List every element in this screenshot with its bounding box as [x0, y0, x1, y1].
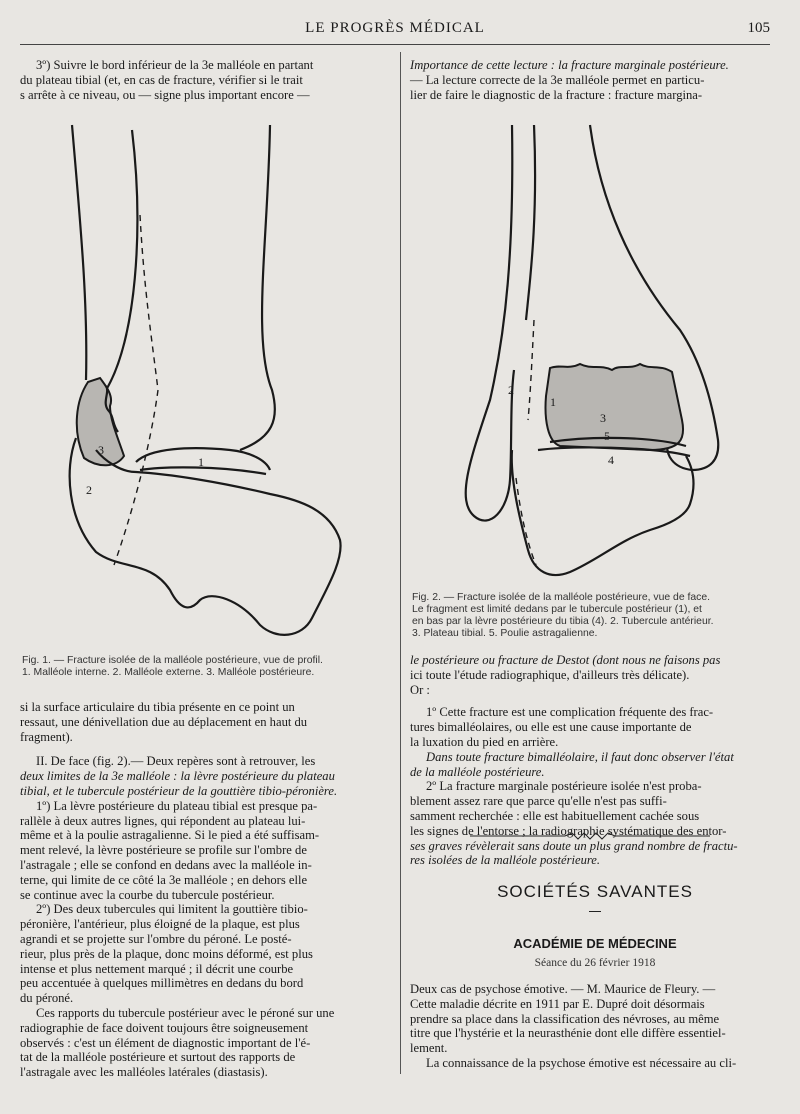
- text-line: prendre sa place dans la classification des névroses, au même: [410, 1011, 720, 1026]
- caption-line: 3. Plateau tibial. 5. Poulie astragalienne.: [412, 628, 598, 639]
- fig1-label-1: 1: [198, 455, 204, 469]
- figure-1-ankle-profile: [40, 120, 380, 645]
- fibula-dashed: [140, 215, 158, 390]
- text-line: lier de faire le diagnostic de la fracture : fracture margina-: [410, 87, 703, 102]
- text-line: res isolées de la malléole postérieure.: [410, 853, 601, 868]
- text-line: 1º) La lèvre postérieure du plateau tibial est presque pa-: [36, 798, 318, 813]
- talus-outline: [512, 450, 694, 575]
- text-line: intense et plus nettement marqué ; il décrit une courbe: [20, 961, 294, 976]
- text-line: terne, qui limite de ce côté la 3e malléole ; en dehors elle: [20, 872, 308, 887]
- section-dash: [589, 911, 601, 912]
- text-line: fragment).: [20, 729, 73, 744]
- text-line: du péroné.: [20, 991, 74, 1006]
- seance-date: Séance du 26 février 1918: [534, 957, 656, 969]
- text-line: les signes de l'entorse ; la radiographie systématique des entor-: [410, 823, 727, 838]
- text-line: Or :: [410, 682, 430, 697]
- text-line: tat de la malléole postérieure et surtout des rapports de: [20, 1050, 296, 1065]
- text-line: même et à la poulie astragalienne. Si le pied a été suffisam-: [20, 828, 320, 843]
- fig2-label-2: 2: [508, 383, 514, 397]
- article-body: [410, 982, 780, 1071]
- caption-line: en bas par la lèvre postérieure du tibia (4). 2. Tubercule antérieur.: [412, 616, 714, 627]
- text-line: l'astragale ; elle se confond en dedans avec la malléole in-: [20, 857, 312, 872]
- page-number: 105: [747, 20, 770, 36]
- column-divider: [400, 52, 401, 1074]
- caption-line: Le fragment est limité dedans par le tubercule postérieur (1), et: [412, 604, 702, 615]
- text-line: Dans toute fracture bimalléolaire, il faut donc observer l'état: [426, 749, 734, 764]
- section-title: SOCIÉTÉS SAVANTES: [497, 882, 693, 901]
- talus-dashed: [114, 390, 158, 565]
- text-line: blement assez rare que parce qu'elle n'est pas suffi-: [410, 794, 667, 809]
- text-line: tures bimalléolaires, ou elle est une cause importante de: [410, 720, 692, 735]
- section-ornament: [470, 832, 710, 840]
- section-ii-line: deux limites de la 3e malléole : la lèvre postérieure du plateau: [20, 769, 335, 784]
- text-line: ici toute l'étude radiographique, d'ailleurs très délicate).: [410, 667, 690, 682]
- text-line: samment recherchée : elle est habituellement cachée sous: [410, 808, 700, 823]
- talus-dashed: [516, 478, 536, 565]
- academy-heading: ACADÉMIE DE MÉDECINE: [513, 936, 677, 951]
- text-line: se continue avec la courbe du tubercule postérieur.: [20, 887, 275, 902]
- text-line: agrandi et se projette sur l'ombre du péroné. Le posté-: [20, 931, 292, 946]
- text-line: rallèle à deux autres lignes, qui répondent au plateau lui-: [20, 813, 306, 828]
- text-line: lement.: [410, 1041, 448, 1056]
- text-line: Cette maladie décrite en 1911 par E. Dupré doit désormais: [410, 996, 705, 1011]
- article-lead: Deux cas de psychose émotive. — M. Maurice de Fleury. —: [410, 982, 716, 996]
- fibula-left-edge: [72, 125, 86, 380]
- caption-line: 1. Malléole interne. 2. Malléole externe. 3. Malléole postérieure.: [22, 667, 315, 678]
- fig2-label-4: 4: [608, 453, 614, 467]
- journal-title: LE PROGRÈS MÉDICAL: [305, 20, 485, 36]
- text-line: de la malléole postérieure.: [410, 764, 545, 779]
- section-ii-line: tibial, et le tubercule postérieur de la gouttière tibio-péronière.: [20, 783, 338, 798]
- tibia-dashed: [528, 320, 534, 420]
- text-line: observés : c'est un élément de diagnostic important de l'é-: [20, 1035, 311, 1050]
- text-line: La connaissance de la psychose émotive est nécessaire au cli-: [426, 1055, 737, 1070]
- figure-2-caption: [412, 592, 782, 640]
- text-line: ressaut, une dénivellation due au déplacement en haut du: [20, 714, 308, 729]
- text-line: — La lecture correcte de la 3e malléole permet en particu-: [410, 72, 705, 87]
- text-line: péronière, l'antérieur, plus éloigné de la plaque, est plus: [20, 917, 300, 932]
- text-line: 2º) Des deux tubercules qui limitent la gouttière tibio-: [36, 902, 308, 917]
- text-line: s arrête à ce niveau, ou — signe plus important encore —: [20, 87, 310, 102]
- left-body: [20, 700, 390, 1080]
- text-line: 2º La fracture marginale postérieure isolée n'est proba-: [426, 779, 702, 794]
- caption-line: Fig. 1. — Fracture isolée de la malléole postérieure, vue de profil.: [22, 655, 323, 666]
- fig1-label-2: 2: [86, 483, 92, 497]
- fig2-label-5: 5: [604, 429, 610, 443]
- figure-1-caption: [22, 655, 392, 679]
- page-header: [20, 18, 770, 45]
- text-line: 1º Cette fracture est une complication fréquente des frac-: [426, 705, 714, 720]
- text-line: l'astragale avec les malléoles latérales (diastasis).: [20, 1065, 268, 1080]
- text-line: 3º) Suivre le bord inférieur de la 3e malléole en partant: [36, 58, 314, 72]
- fibula-outline: [466, 125, 514, 521]
- text-line: le postérieure ou fracture de Destot (dont nous ne faisons pas: [410, 653, 721, 667]
- text-line: titre que l'hystérie et la neurasthénie dont elle diffère essentiel-: [410, 1026, 726, 1041]
- section-ii-lead: II. De face (fig. 2).— Deux repères sont à retrouver, les: [36, 754, 316, 769]
- text-line: radiographie de face doivent toujours être soigneusement: [20, 1020, 309, 1035]
- text-line: Importance de cette lecture : la fracture marginale postérieure.: [410, 58, 729, 72]
- text-line: si la surface articulaire du tibia présente en ce point un: [20, 700, 295, 714]
- text-line: la luxation du pied en arrière.: [410, 734, 559, 749]
- fig2-label-3: 3: [600, 411, 606, 425]
- fig1-label-3: 3: [98, 443, 104, 457]
- tibia-right-edge: [240, 125, 275, 450]
- text-line: Ces rapports du tubercule postérieur avec le péroné sur une: [36, 1005, 335, 1020]
- text-line: du plateau tibial (et, en cas de fracture, vérifier si le trait: [20, 72, 303, 87]
- tibia-inner-line: [526, 125, 535, 320]
- fibula-right-edge: [106, 130, 137, 390]
- caption-line: Fig. 2. — Fracture isolée de la malléole postérieure, vue de face.: [412, 592, 711, 603]
- left-intro: [20, 58, 390, 102]
- text-line: peu accentuée à quelques millimètres en dedans du bord: [20, 976, 304, 991]
- text-line: ses graves révèlerait sans doute un plus grand nombre de fractu-: [410, 838, 738, 853]
- figure-2-ankle-front: [450, 120, 780, 590]
- text-line: ment relevé, la lèvre postérieure se profile sur l'ombre de: [20, 843, 307, 858]
- text-line: rieur, plus près de la plaque, donc moins déformé, est plus: [20, 946, 313, 961]
- fig2-label-1: 1: [550, 395, 556, 409]
- right-intro: [410, 58, 780, 102]
